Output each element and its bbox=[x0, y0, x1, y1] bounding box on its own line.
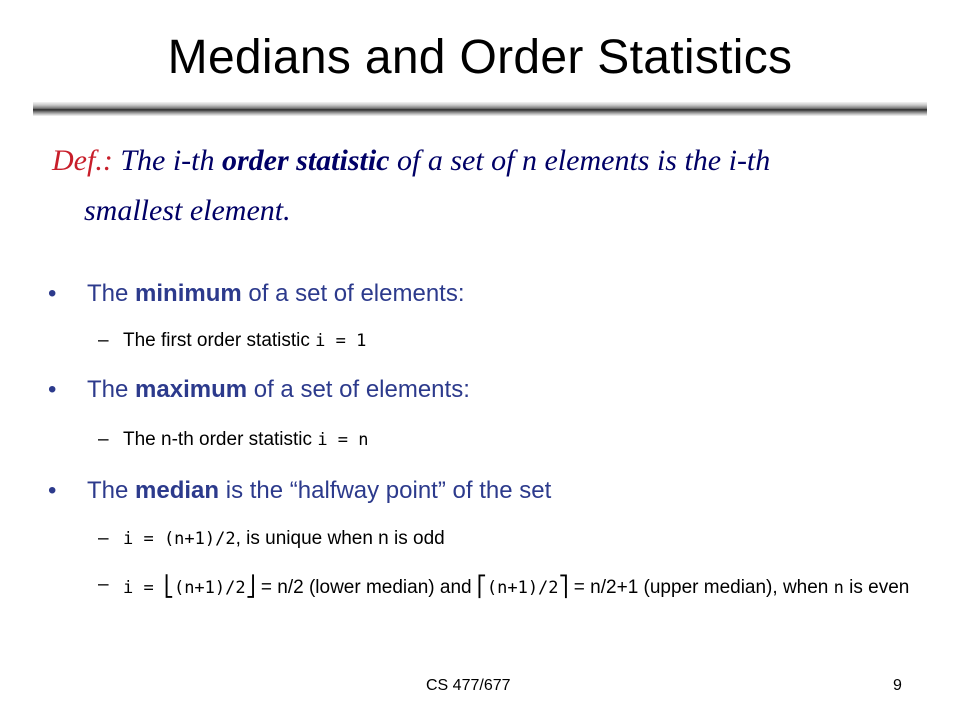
sub-text: i = (n+1)/2, is unique when n is odd bbox=[123, 528, 445, 549]
footer-page-number: 9 bbox=[893, 677, 902, 694]
bullet-dot: • bbox=[48, 477, 57, 504]
sub-dash: – bbox=[98, 528, 109, 549]
sub-text: i = ⎣(n+1)/2⎦ = n/2 (lower median) and ⎡(n+1)/2⎤ = n/2+1 (upper median), when n is even bbox=[123, 574, 910, 598]
definition-label: Def.: bbox=[52, 144, 113, 177]
definition-pre: The i-th bbox=[120, 144, 215, 177]
ceil-open-symbol: ⎡ bbox=[476, 574, 487, 598]
slide-title: Medians and Order Statistics bbox=[167, 31, 793, 84]
bullet-dot: • bbox=[48, 280, 57, 307]
bullet-text: The median is the “halfway point” of the set bbox=[87, 477, 552, 504]
definition-block bbox=[52, 136, 912, 236]
sub-dash: – bbox=[98, 330, 109, 351]
sub-text: The first order statistic i = 1 bbox=[123, 330, 367, 351]
sub-dash: – bbox=[98, 574, 109, 595]
definition-line-2: smallest element. bbox=[84, 194, 291, 227]
bullet-text: The maximum of a set of elements: bbox=[87, 376, 470, 403]
sub-dash: – bbox=[98, 429, 109, 450]
definition-post: of a set of n elements is the i-th bbox=[397, 144, 771, 177]
title-divider bbox=[33, 102, 927, 116]
ceil-close-symbol: ⎤ bbox=[558, 574, 569, 598]
floor-close-symbol: ⎦ bbox=[245, 574, 256, 598]
bullet-dot: • bbox=[48, 376, 57, 403]
definition-term: order statistic bbox=[221, 144, 390, 177]
footer-course-code: CS 477/677 bbox=[426, 677, 511, 694]
bullet-text: The minimum of a set of elements: bbox=[87, 280, 465, 307]
sub-text: The n-th order statistic i = n bbox=[123, 429, 369, 450]
floor-open-symbol: ⎣ bbox=[163, 574, 174, 598]
definition-line-1 bbox=[52, 136, 912, 186]
